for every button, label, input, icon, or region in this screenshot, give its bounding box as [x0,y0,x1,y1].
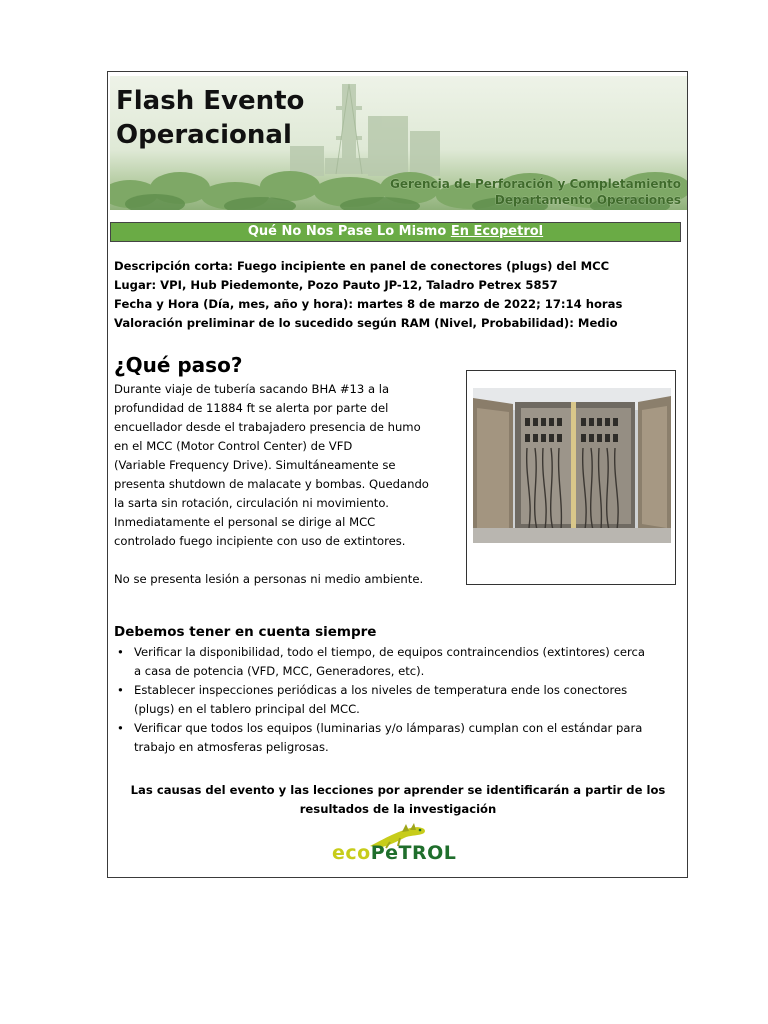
no-injury-note: No se presenta lesión a personas ni medio ambiente. [114,572,424,586]
narrative-line: en el MCC (Motor Control Center) de VFD [114,439,353,453]
bullet-icon: • [117,645,124,659]
recommendation-line: (plugs) en el tablero principal del MCC. [134,702,360,716]
fact-location: Lugar: VPI, Hub Piedemonte, Pozo Pauto JP-12, Taladro Petrex 5857 [114,278,558,292]
recommendation-line: Verificar la disponibilidad, todo el tiempo, de equipos contraincendios (extintores) cerca [134,645,646,659]
what-happened-heading: ¿Qué paso? [114,353,243,377]
recommendation-line: trabajo en atmosferas peligrosas. [134,740,329,754]
recommendation-line: a casa de potencia (VFD, MCC, Generadores, etc). [134,664,425,678]
narrative-line: encuellador desde el trabajadero presencia de humo [114,420,421,434]
logo-petrol-text: PeTROL [370,842,457,864]
narrative-line: Inmediatamente el personal se dirige al MCC [114,515,376,529]
narrative-line: la sarta sin rotación, circulación ni movimiento. [114,496,389,510]
slogan-link-text: En Ecopetrol [450,224,544,239]
banner-title-line1: Flash Evento [116,86,305,116]
narrative-line: (Variable Frequency Drive). Simultáneamente se [114,458,396,472]
closing-line1: Las causas del evento y las lecciones por aprender se identificarán a partir de los [130,783,666,797]
logo-eco-text: eco [332,842,371,864]
banner-title [116,84,304,152]
recommendation-item [114,719,679,757]
banner-subtitle [390,176,681,208]
slogan-bar [110,222,681,242]
bullet-icon: • [117,683,124,697]
banner-subtitle-line2: Departamento Operaciones [494,193,681,207]
slogan-text: Qué No Nos Pase Lo Mismo [247,224,451,239]
recommendation-item [114,681,679,719]
narrative-line: controlado fuego incipiente con uso de extintores. [114,534,406,548]
logo-wordmark [332,842,456,864]
narrative-paragraph [114,380,454,551]
narrative-line: presenta shutdown de malacate y bombas. Quedando [114,477,429,491]
what-happened-narrative [114,380,454,589]
flash-sheet [107,71,688,878]
banner-title-line2: Operacional [116,120,292,150]
narrative-line: profundidad de 11884 ft se alerta por parte del [114,401,389,415]
always-consider-heading: Debemos tener en cuenta siempre [114,624,377,640]
closing-statement [128,781,668,819]
header-banner [110,76,687,210]
narrative-line: Durante viaje de tubería sacando BHA #13 a la [114,382,390,396]
bullet-icon: • [117,721,124,735]
recommendation-item [114,643,679,681]
ecopetrol-logo [330,820,470,868]
closing-line2: resultados de la investigación [299,802,497,816]
event-facts [114,257,674,333]
recommendation-line: Verificar que todos los equipos (luminarias y/o lámparas) cumplan con el estándar para [134,721,643,735]
fact-ram-rating: Valoración preliminar de lo sucedido según RAM (Nivel, Probabilidad): Medio [114,316,618,330]
fact-description: Descripción corta: Fuego incipiente en panel de conectores (plugs) del MCC [114,259,610,273]
mcc-photo-frame [466,370,676,585]
recommendation-line: Establecer inspecciones periódicas a los niveles de temperatura ende los conectores [134,683,628,697]
fact-datetime: Fecha y Hora (Día, mes, año y hora): martes 8 de marzo de 2022; 17:14 horas [114,297,623,311]
recommendations-list [114,643,679,757]
banner-subtitle-line1: Gerencia de Perforación y Completamiento [389,177,681,191]
mcc-panel-photo [473,388,671,543]
